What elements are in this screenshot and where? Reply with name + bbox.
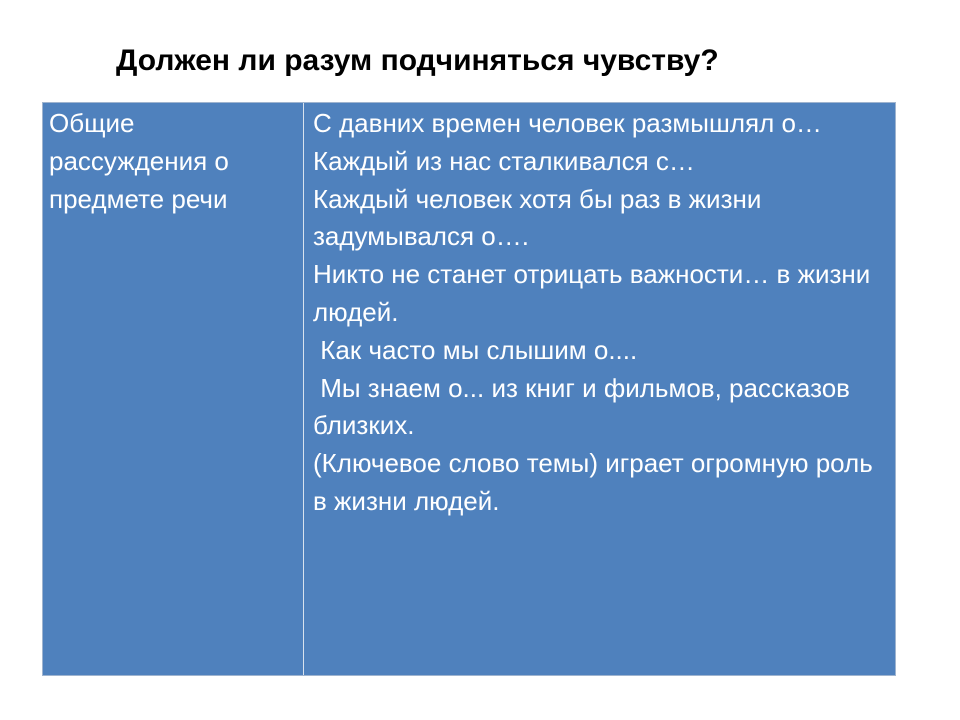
phrase-line: Каждый человек хотя бы раз в жизни задумывался о…. [313,183,769,252]
phrase-line: (Ключевое слово темы) играет огромную роль в жизни людей. [313,448,880,516]
table-cell-right [304,103,895,675]
phrase-line: Никто не станет отрицать важности… в жизни людей. [313,259,878,327]
slide-title: Должен ли разум подчиняться чувству? [116,44,719,77]
left-cell-text: Общие рассуждения о предмете речи [49,108,237,214]
content-table [42,102,896,676]
table-cell-left [43,103,304,675]
phrase-line: Как часто мы слышим о.... [313,334,638,365]
phrase-line: Каждый из нас сталкивался с… [313,145,695,176]
phrase-line: С давних времен человек размышлял о… [313,108,822,138]
phrase-line: Мы знаем о... из книг и фильмов, рассказов близких. [313,372,858,441]
